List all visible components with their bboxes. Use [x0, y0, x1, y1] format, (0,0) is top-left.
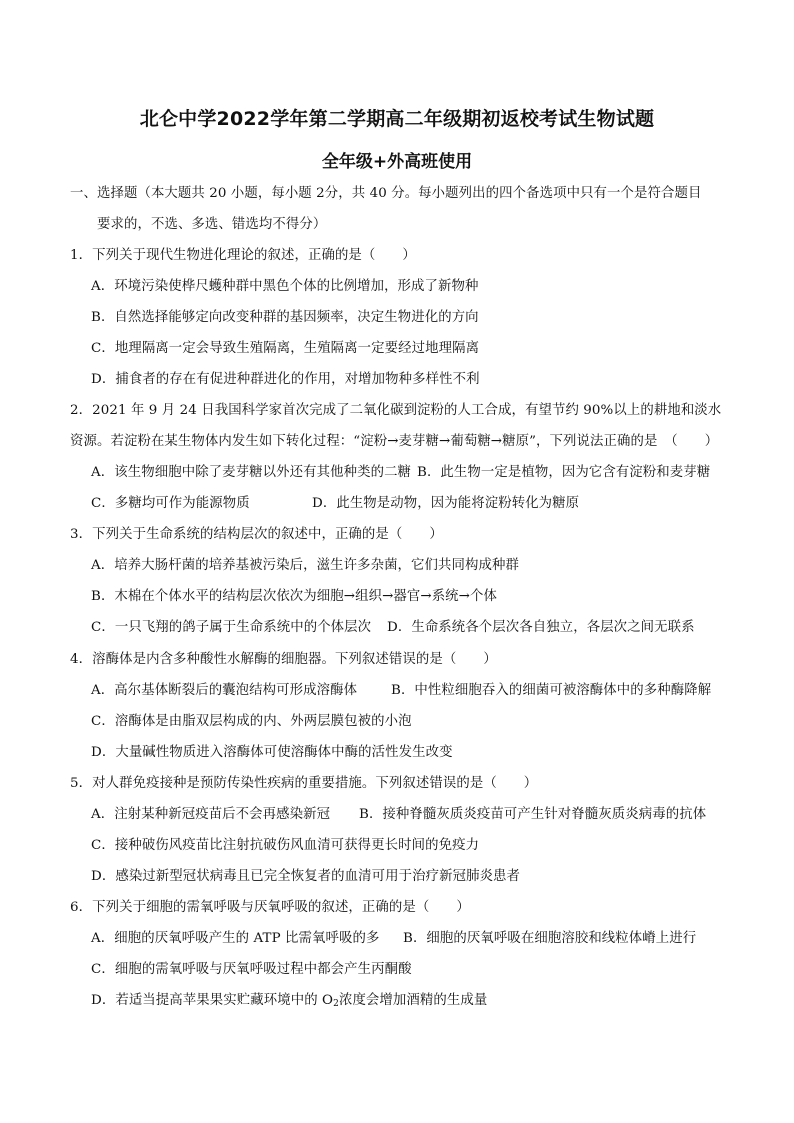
page-title: 北仑中学2022学年第二学期高二年级期初返校考试生物试题	[139, 108, 655, 130]
question-5-option-d: D．感染过新型冠状病毒且已完全恢复者的血清可用于治疗新冠肺炎患者	[91, 869, 521, 884]
question-6-option-c: C．细胞的需氧呼吸与厌氧呼吸过程中都会产生丙酮酸	[91, 962, 412, 977]
page-subtitle: 全年级+外高班使用	[321, 152, 473, 172]
question-3-option-d: D．生命系统各个层次各自独立，各层次之间无联系	[387, 620, 695, 635]
question-2-option-d: D．此生物是动物，因为能将淀粉转化为糖原	[312, 496, 580, 511]
question-2-option-b: B．此生物一定是植物，因为它含有淀粉和麦芽糖	[417, 465, 711, 480]
question-2-option-c: C．多糖均可作为能源物质	[91, 496, 250, 511]
question-4-option-c: C．溶酶体是由脂双层构成的内、外两层膜包被的小泡	[91, 714, 412, 729]
question-6-option-a: A．细胞的厌氧呼吸产生的 ATP 比需氧呼吸的多	[91, 931, 380, 946]
question-2-stem: 2．2021 年 9 月 24 日我国科学家首次完成了二氧化碳到淀粉的人工合成，有望节约 90%以上的耕地和淡水	[70, 403, 722, 418]
question-1-option-c: C．地理隔离一定会导致生殖隔离，生殖隔离一定要经过地理隔离	[91, 341, 480, 356]
question-3-option-a: A．培养大肠杆菌的培养基被污染后，滋生许多杂菌，它们共同构成种群	[91, 558, 519, 573]
question-3-option-b: B．木棉在个体水平的结构层次依次为细胞→组织→器官→系统→个体	[91, 589, 497, 604]
question-1-option-a: A．环境污染使桦尺蠖种群中黑色个体的比例增加，形成了新物种	[91, 279, 479, 294]
question-6-option-b: B．细胞的厌氧呼吸在细胞溶胶和线粒体嵴上进行	[403, 931, 697, 946]
question-3-stem: 3．下列关于生命系统的结构层次的叙述中，正确的是（ ）	[70, 527, 443, 542]
question-2-option-a: A．该生物细胞中除了麦芽糖以外还有其他种类的二糖	[91, 465, 412, 480]
question-3-option-c: C．一只飞翔的鸽子属于生命系统中的个体层次	[91, 620, 372, 635]
section-instructions-cont: 要求的，不选、多选、错选均不得分）	[97, 217, 327, 232]
question-6-stem: 6．下列关于细胞的需氧呼吸与厌氧呼吸的叙述，正确的是（ ）	[70, 900, 470, 915]
question-5-stem: 5．对人群免疫接种是预防传染性疾病的重要措施。下列叙述错误的是（ ）	[70, 776, 538, 791]
question-6-option-d-subscript: 2	[333, 999, 339, 1009]
question-4-stem: 4．溶酶体是内含多种酸性水解酶的细胞器。下列叙述错误的是（ ）	[70, 652, 497, 667]
question-2-stem-cont: 资源。若淀粉在某生物体内发生如下转化过程：“淀粉→麦芽糖→葡萄糖→糖原”，下列说法正确的是 （ ）	[70, 434, 719, 449]
question-5-option-b: B．接种脊髓灰质炎疫苗可产生针对脊髓灰质炎病毒的抗体	[359, 807, 707, 822]
question-6-option-d-pre: D．若适当提高苹果果实贮藏环境中的 O	[91, 993, 334, 1008]
question-6-option-d-post: 浓度会增加酒精的生成量	[338, 993, 488, 1008]
question-5-option-a: A．注射某种新冠疫苗后不会再感染新冠	[91, 807, 331, 822]
question-5-option-c: C．接种破伤风疫苗比注射抗破伤风血清可获得更长时间的免疫力	[91, 838, 480, 853]
question-1-option-b: B．自然选择能够定向改变种群的基因频率，决定生物进化的方向	[91, 310, 479, 325]
question-1-option-d: D．捕食者的存在有促进种群进化的作用，对增加物种多样性不利	[91, 372, 480, 387]
question-4-option-a: A．高尔基体断裂后的囊泡结构可形成溶酶体	[91, 683, 358, 698]
section-instructions: 一、选择题（本大题共 20 小题，每小题 2分，共 40 分。每小题列出的四个备选项中只有一个是符合题目	[70, 186, 702, 201]
question-6-option-d	[91, 991, 487, 1014]
question-4-option-d: D．大量碱性物质进入溶酶体可使溶酶体中酶的活性发生改变	[91, 745, 453, 760]
question-4-option-b: B．中性粒细胞吞入的细菌可被溶酶体中的多种酶降解	[391, 683, 712, 698]
question-1-stem: 1．下列关于现代生物进化理论的叙述，正确的是（ ）	[70, 248, 416, 263]
